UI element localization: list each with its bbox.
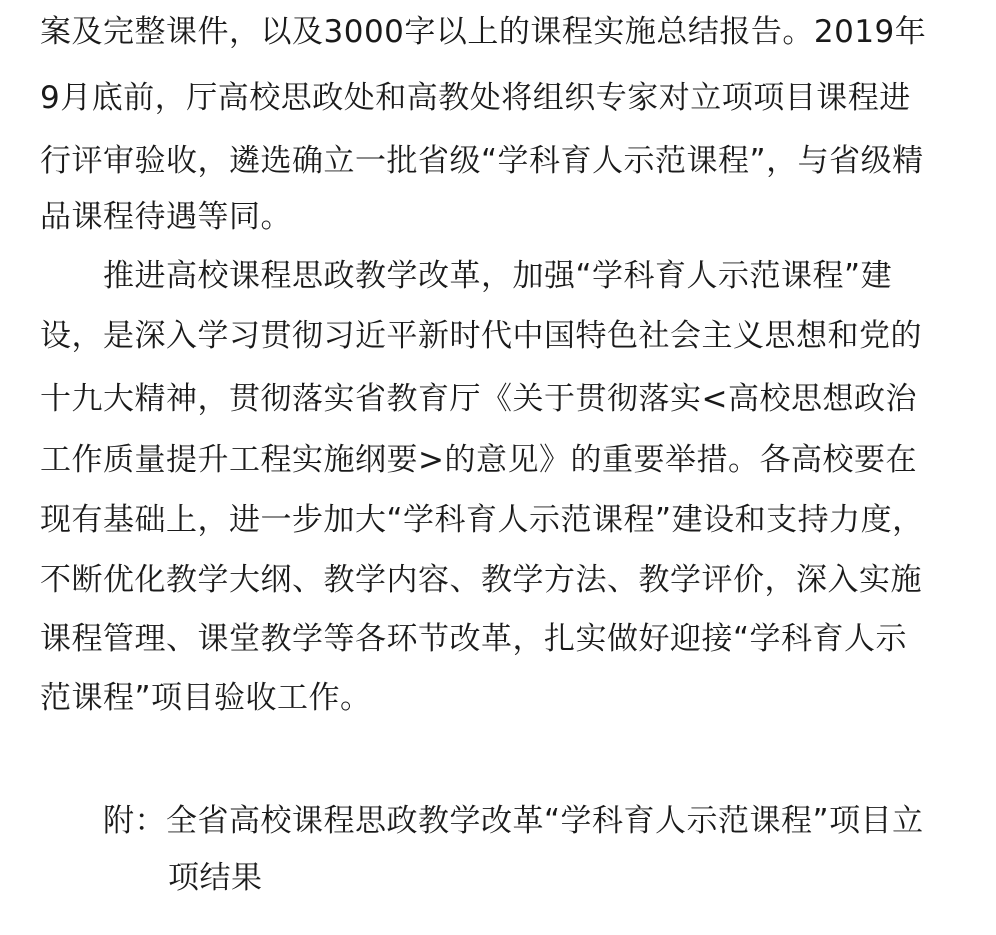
paragraph-2-line-6: 不断优化教学大纲、教学内容、教学方法、教学评价，深入实施 <box>40 562 922 598</box>
attachment-line-1: 附：全省高校课程思政教学改革“学科育人示范课程”项目立 <box>103 803 924 839</box>
paragraph-2-line-4: 工作质量提升工程实施纲要>的意见》的重要举措。各高校要在 <box>40 442 917 478</box>
paragraph-2-line-1: 推进高校课程思政教学改革，加强“学科育人示范课程”建 <box>103 258 893 294</box>
paragraph-1-line-3: 行评审验收，遴选确立一批省级“学科育人示范课程”，与省级精 <box>40 143 924 179</box>
paragraph-2-line-2: 设，是深入学习贯彻习近平新时代中国特色社会主义思想和党的 <box>40 318 922 354</box>
paragraph-2-line-7: 课程管理、课堂教学等各环节改革，扎实做好迎接“学科育人示 <box>40 621 908 657</box>
attachment-line-2: 项结果 <box>168 860 263 896</box>
paragraph-2-line-3: 十九大精神，贯彻落实省教育厅《关于贯彻落实<高校思想政治 <box>40 381 917 417</box>
paragraph-2-line-8: 范课程”项目验收工作。 <box>40 680 372 716</box>
paragraph-1-line-2: 9月底前，厅高校思政处和高教处将组织专家对立项项目课程进 <box>40 80 911 116</box>
paragraph-1-line-1: 案及完整课件，以及3000字以上的课程实施总结报告。2019年 <box>40 14 927 50</box>
paragraph-2-line-5: 现有基础上，进一步加大“学科育人示范课程”建设和支持力度， <box>40 502 924 538</box>
paragraph-1-line-4: 品课程待遇等同。 <box>40 199 292 235</box>
